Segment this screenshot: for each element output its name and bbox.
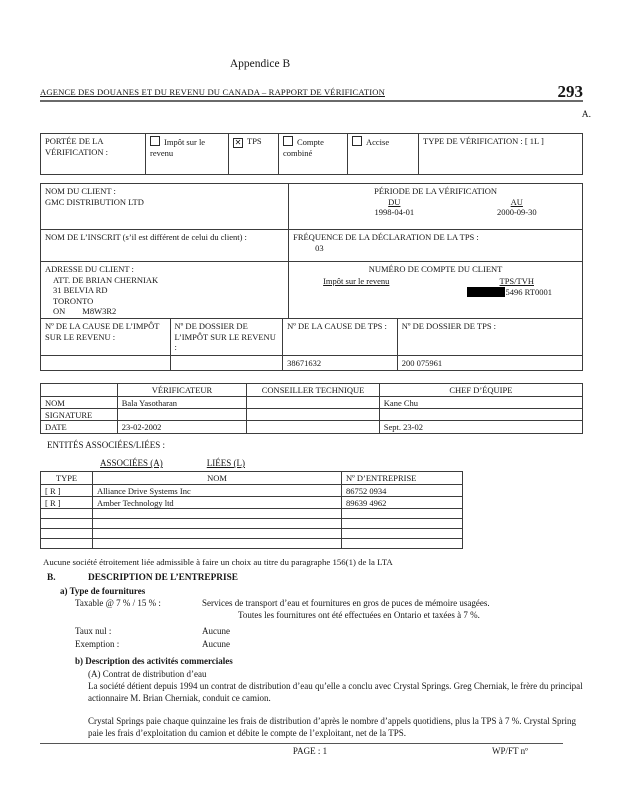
income-file-label: Nº DE DOSSIER DE L’IMPÔT SUR LE REVENU : xyxy=(171,319,284,355)
footer-wp-label: WP/FT nº xyxy=(492,746,528,756)
client-address-label: ADRESSE DU CLIENT : xyxy=(45,264,134,274)
scope-option-combined xyxy=(279,134,348,174)
taxable-value-line1: Services de transport d’eau et fournitures en gros de puces de mémoire usagées. xyxy=(202,598,490,608)
entities-title: ENTITÉS ASSOCIÉES/LIÉES : xyxy=(47,440,166,450)
staff-name-verifier: Bala Yasotharan xyxy=(118,397,248,408)
footer-rule xyxy=(40,743,563,744)
legend-associated: ASSOCIÉES (A) xyxy=(100,458,163,468)
scope-table xyxy=(40,133,583,175)
income-file-value xyxy=(171,356,284,370)
gst-cause-label: Nº DE LA CAUSE DE TPS : xyxy=(283,319,398,355)
staff-signature-verifier xyxy=(118,409,248,420)
gst-file-value: 200 075961 xyxy=(401,358,443,368)
staff-signature-teamlead xyxy=(380,409,582,420)
combined-checkbox xyxy=(283,136,293,146)
redaction-box xyxy=(467,287,505,297)
staff-header-teamlead: CHEF D’ÉQUIPE xyxy=(449,385,513,395)
staff-date-advisor xyxy=(247,421,380,433)
scope-label: PORTÉE DE LA VÉRIFICATION : xyxy=(41,134,146,174)
staff-header-advisor: CONSEILLER TECHNIQUE xyxy=(247,384,380,396)
subsection-a-heading: a) Type de fournitures xyxy=(60,586,146,596)
entity-empty-row xyxy=(40,518,463,529)
income-checkbox xyxy=(150,136,160,146)
entities-table xyxy=(40,471,463,549)
taxable-value-line2: Toutes les fournitures ont été effectuées en Ontario et taxées à 7 %. xyxy=(238,610,480,620)
zero-rate-label: Taux nul : xyxy=(75,626,112,636)
footer-page-label: PAGE : 1 xyxy=(292,746,328,756)
excise-checkbox-label: Accise xyxy=(366,137,390,147)
exemption-row xyxy=(40,639,583,649)
entity-1-number: 86752 0934 xyxy=(346,486,387,496)
account-gst-label: TPS/TVH xyxy=(499,275,534,286)
entity-empty-row xyxy=(40,538,463,549)
entities-note: Aucune société étroitement liée admissible à faire un choix au titre du paragraphe 156(1) de la LTA xyxy=(43,557,393,567)
address-line-3: TORONTO xyxy=(53,295,94,306)
case-number-value-row xyxy=(40,355,583,371)
client-name-label: NOM DU CLIENT : xyxy=(45,186,116,196)
entity-empty-row xyxy=(40,528,463,539)
account-gst-value: 5496 RT0001 xyxy=(505,287,552,297)
staff-table xyxy=(40,383,583,434)
gst-checkbox: ✕ xyxy=(234,138,242,147)
appendix-title: Appendice B xyxy=(229,58,291,70)
staff-signature-label: SIGNATURE xyxy=(41,409,118,420)
income-cause-label: Nº DE LA CAUSE DE L’IMPÔT SUR LE REVENU : xyxy=(41,319,171,355)
staff-header-row xyxy=(40,383,583,397)
gst-frequency-label: FRÉQUENCE DE LA DÉCLARATION DE LA TPS : xyxy=(293,232,479,242)
entity-1-name: Alliance Drive Systems Inc xyxy=(93,485,342,496)
section-b-letter: B. xyxy=(47,573,56,583)
address-line-2: 31 BELVIA RD xyxy=(53,285,108,295)
scope-option-income xyxy=(146,134,229,174)
staff-signature-row xyxy=(40,408,583,421)
registrant-row xyxy=(40,229,583,262)
staff-name-teamlead: Kane Chu xyxy=(383,398,419,408)
taxable-label: Taxable @ 7 % / 15 % : xyxy=(75,598,161,608)
entity-2-name: Amber Technology ltd xyxy=(93,497,342,508)
income-cause-value xyxy=(41,356,171,370)
account-income-label: Impôt sur le revenu xyxy=(323,275,390,286)
entity-empty-row xyxy=(40,508,463,519)
gst-cause-value: 38671632 xyxy=(283,356,398,370)
staff-name-advisor xyxy=(247,397,380,408)
entities-legend xyxy=(100,458,245,468)
legend-related: LIÉES (L) xyxy=(206,458,246,468)
entity-1-type: [ R ] xyxy=(41,485,93,496)
income-checkbox-label: Impôt sur le revenu xyxy=(150,137,206,158)
entities-header-type: TYPE xyxy=(41,472,93,484)
taxable-row xyxy=(40,598,583,608)
period-label: PÉRIODE DE LA VÉRIFICATION xyxy=(374,186,497,196)
exemption-label: Exemption : xyxy=(75,639,120,649)
client-name-row xyxy=(40,183,583,230)
combined-checkbox-label: Compte combiné xyxy=(283,137,324,158)
agency-title: AGENCE DES DOUANES ET DU REVENU DU CANADA – RAPPORT DE VÉRIFICATION xyxy=(40,87,385,97)
staff-name-row xyxy=(40,396,583,409)
business-paragraph-2: Crystal Springs paie chaque quinzaine les frais de distribution d’après le nombre d’appels quotidiens, plus la TPS à 7 %. Crystal Spring paie les frais d’exploitation du camion et débite le compte de l’exploitant, net de la TPS. xyxy=(88,716,576,738)
entities-header-number: Nº D’ENTREPRISE xyxy=(346,473,417,483)
gst-checkbox-label: TPS xyxy=(247,136,262,146)
period-from-value: 1998-04-01 xyxy=(374,207,415,217)
staff-date-verifier: 23-02-2002 xyxy=(118,421,248,433)
staff-date-teamlead: Sept. 23-02 xyxy=(383,422,423,432)
exemption-value: Aucune xyxy=(202,639,230,649)
section-b-heading xyxy=(47,573,238,583)
staff-date-row xyxy=(40,420,583,434)
address-line-1: ATT. DE BRIAN CHERNIAK xyxy=(53,274,159,285)
account-number-label: NUMÉRO DE COMPTE DU CLIENT xyxy=(368,264,503,274)
scope-option-gst xyxy=(229,134,279,174)
gst-frequency-value: 03 xyxy=(315,242,324,253)
address-line-4: ON M8W3R2 xyxy=(53,306,117,316)
entity-row-1 xyxy=(40,484,463,497)
client-name-value: GMC DISTRIBUTION LTD xyxy=(45,196,144,207)
scope-option-excise xyxy=(348,134,419,174)
period-to-value: 2000-09-30 xyxy=(496,207,537,217)
excise-checkbox xyxy=(352,136,362,146)
report-header xyxy=(40,84,583,102)
period-to-label: AU xyxy=(510,196,523,207)
case-number-header-row xyxy=(40,318,583,356)
section-marker-a: A. xyxy=(581,110,591,120)
subsection-b-heading: b) Description des activités commerciales xyxy=(75,656,233,666)
period-from-label: DU xyxy=(388,196,401,207)
entities-header-name: NOM xyxy=(93,472,342,484)
zero-rate-row xyxy=(40,626,583,636)
staff-header-verifier: VÉRIFICATEUR xyxy=(118,384,248,396)
water-contract-heading: (A) Contrat de distribution d’eau xyxy=(88,669,207,679)
staff-header-blank xyxy=(41,384,118,396)
address-row xyxy=(40,261,583,319)
entity-row-2 xyxy=(40,496,463,509)
entity-2-number: 89639 4962 xyxy=(346,498,387,508)
registrant-label: NOM DE L’INSCRIT (s’il est différent de celui du client) : xyxy=(41,230,289,261)
section-b-title: DESCRIPTION DE L’ENTREPRISE xyxy=(88,573,238,583)
client-info-table xyxy=(40,183,583,371)
zero-rate-value: Aucune xyxy=(202,626,230,636)
staff-date-label: DATE xyxy=(41,421,118,433)
page-number: 293 xyxy=(557,82,583,101)
verification-type: TYPE DE VÉRIFICATION : [ 1L ] xyxy=(423,136,544,146)
gst-file-label: Nº DE DOSSIER DE TPS : xyxy=(401,321,497,331)
entity-2-type: [ R ] xyxy=(41,497,93,508)
staff-name-label: NOM xyxy=(41,397,118,408)
business-paragraph-1: La société détient depuis 1994 un contrat de distribution d’eau qu’elle a conclu avec Crystal Springs. Greg Cherniak, le frère du principal actionnaire M. Brian Cherniak, conduit ce camion. xyxy=(88,681,583,703)
staff-signature-advisor xyxy=(247,409,380,420)
entities-header-row xyxy=(40,471,463,485)
